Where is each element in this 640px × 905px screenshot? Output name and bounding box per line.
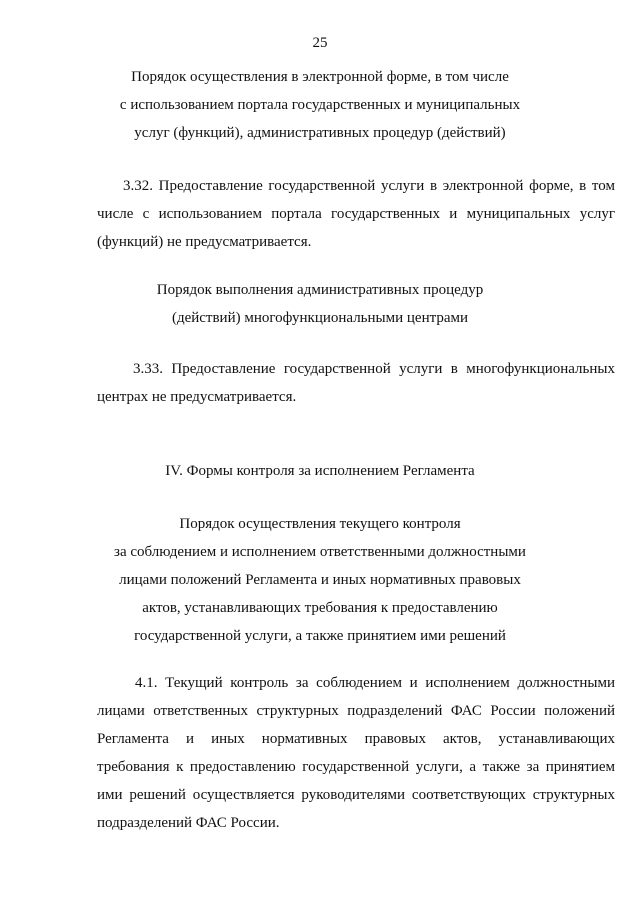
heading-line: Порядок осуществления текущего контроля xyxy=(179,516,461,532)
heading-line: услуг (функций), административных процедур (действий) xyxy=(134,125,506,141)
paragraph-line: центрах не предусматривается. xyxy=(97,389,297,405)
heading-line: за соблюдением и исполнением ответственными должностными xyxy=(114,544,526,560)
heading-line: с использованием портала государственных и муниципальных xyxy=(119,97,521,113)
heading-line: лицами положений Регламента и иных нормативных правовых xyxy=(119,572,521,588)
paragraph-line: 4.1. Текущий контроль за соблюдением и исполнением должностными xyxy=(135,675,615,691)
paragraph-line: Регламента и иных нормативных правовых актов, устанавливающих xyxy=(97,731,615,747)
heading-line: Порядок выполнения административных процедур xyxy=(156,282,484,298)
paragraph-line: лицами ответственных структурных подразделений ФАС России положений xyxy=(97,703,615,719)
paragraph-4-1 xyxy=(97,669,615,837)
heading-line: актов, устанавливающих требования к предоставлению xyxy=(142,600,498,616)
paragraph-line: требования к предоставлению государственной услуги, а также за принятием xyxy=(97,759,615,775)
paragraph-line: числе с использованием портала государственных и муниципальных услуг xyxy=(97,206,615,222)
paragraph-3-32 xyxy=(97,172,615,256)
heading-line: Порядок осуществления в электронной форме, в том числе xyxy=(131,69,509,85)
paragraph-line: подразделений ФАС России. xyxy=(97,815,280,831)
heading-mfc-procedures xyxy=(0,276,640,332)
section-title-text: IV. Формы контроля за исполнением Регламента xyxy=(165,463,475,479)
paragraph-line: 3.32. Предоставление государственной услуги в электронной форме, в том xyxy=(123,178,615,194)
paragraph-line: 3.33. Предоставление государственной услуги в многофункциональных xyxy=(133,361,615,377)
heading-line: государственной услуги, а также принятием ими решений xyxy=(134,628,506,644)
page-number: 25 xyxy=(312,35,328,51)
heading-line: (действий) многофункциональными центрами xyxy=(171,310,469,326)
paragraph-line: (функций) не предусматривается. xyxy=(97,234,312,250)
section-iv-title xyxy=(0,457,640,485)
paragraph-line: ими решений осуществляется руководителями соответствующих структурных xyxy=(97,787,615,803)
paragraph-3-33 xyxy=(97,355,615,411)
heading-current-control xyxy=(0,510,640,650)
heading-electronic-form xyxy=(0,63,640,147)
